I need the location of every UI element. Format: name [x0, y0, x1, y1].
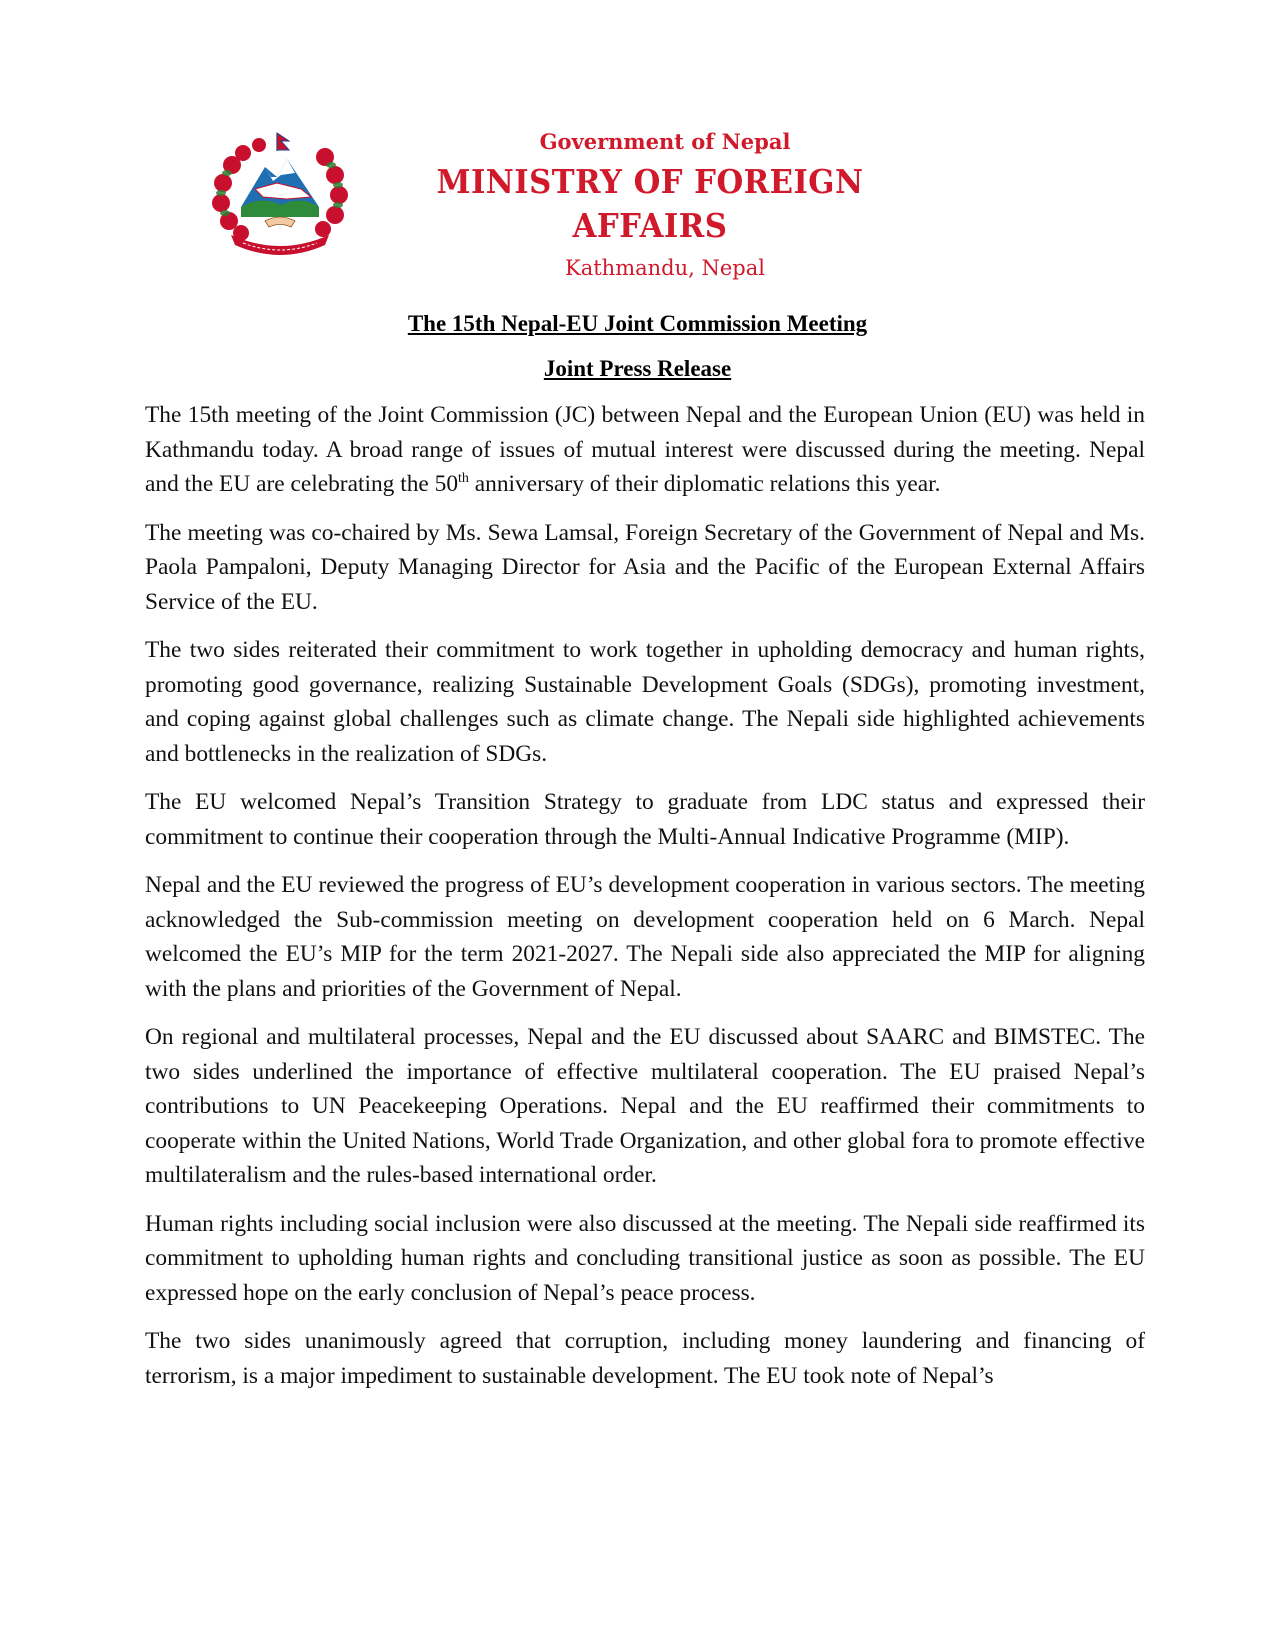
- paragraph-7: Human rights including social inclusion were also discussed at the meeting. The Nepali side reaffirmed its commitment to upholding human rights and concluding transitional justice as soon as possible. The EU expressed hope on the early conclusion of Nepal’s peace process.: [145, 1210, 1145, 1306]
- paragraph-1-text-b: anniversary of their diplomatic relations this year.: [468, 471, 941, 497]
- paragraph-8: The two sides unanimously agreed that corruption, including money laundering and financing of terrorism, is a major impediment to sustainable development. The EU took note of Nepal’s: [145, 1328, 1145, 1389]
- document-title: The 15th Nepal-EU Joint Commission Meeting: [407, 311, 868, 336]
- paragraph-6: On regional and multilateral processes, Nepal and the EU discussed about SAARC and BIMSTEC. The two sides underlined the importance of effective multilateral cooperation. The EU praised Nepal’s contributions to UN Peacekeeping Operations. Nepal and the EU reaffirmed their commitments to cooperate within the United Nations, World Trade Organization, and other global fora to promote effective multilateralism and the rules-based international order.: [145, 1024, 1145, 1188]
- government-name: Government of Nepal: [539, 129, 791, 154]
- letterhead: [360, 128, 940, 282]
- document-body: [145, 398, 1145, 1407]
- paragraph-1: [145, 398, 1145, 502]
- ministry-name: MINISTRY OF FOREIGN AFFAIRS: [436, 162, 864, 245]
- ministry-location: Kathmandu, Nepal: [565, 256, 765, 280]
- paragraph-4: The EU welcomed Nepal’s Transition Strategy to graduate from LDC status and expressed their commitment to continue their cooperation through the Multi-Annual Indicative Programme (MIP).: [145, 789, 1145, 850]
- paragraph-5: Nepal and the EU reviewed the progress of EU’s development cooperation in various sectors. The meeting acknowledged the Sub-commission meeting on development cooperation held on 6 March. Nepal welcomed the EU’s MIP for the term 2021-2027. The Nepali side also appreciated the MIP for aligning with the plans and priorities of the Government of Nepal.: [145, 872, 1145, 1002]
- paragraph-3: The two sides reiterated their commitment to work together in upholding democracy and human rights, promoting good governance, realizing Sustainable Development Goals (SDGs), promoting investment, and coping against global challenges such as climate change. The Nepali side highlighted achievements and bottlenecks in the realization of SDGs.: [145, 637, 1145, 767]
- paragraph-2: The meeting was co-chaired by Ms. Sewa Lamsal, Foreign Secretary of the Government of Nepal and Ms. Paola Pampaloni, Deputy Managing Director for Asia and the Pacific of the European External Affairs Service of the EU.: [145, 519, 1145, 615]
- ordinal-suffix: th: [458, 471, 469, 486]
- paragraph-1-text-a: The 15th meeting of the Joint Commission (JC) between Nepal and the European Union (EU) was held in Kathmandu today. A broad range of issues of mutual interest were discussed during the meeting. Nepal and the EU are celebrating the 50: [145, 402, 1145, 497]
- nepal-emblem-icon: [207, 125, 353, 257]
- document-subtitle: Joint Press Release: [543, 356, 732, 381]
